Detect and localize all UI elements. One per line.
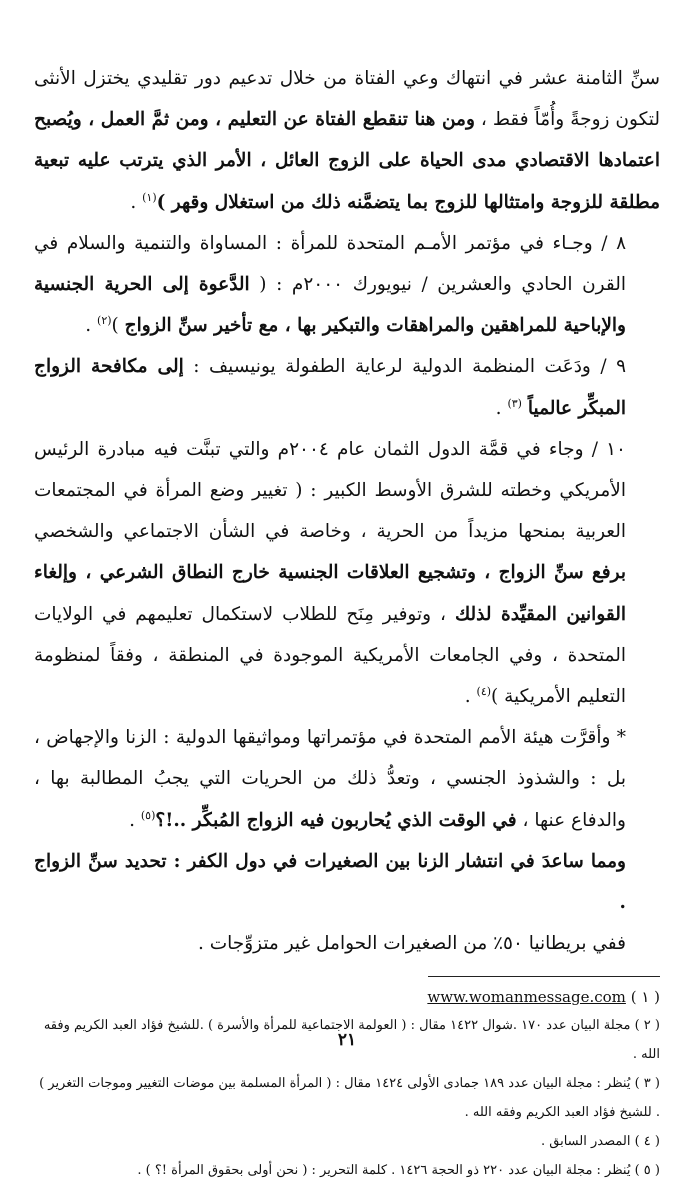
footnote-number: ( ٢ ) <box>634 1018 660 1034</box>
text-run: . <box>85 315 98 337</box>
footnote-text: يُنظر : مجلة البيان عدد ٢٢٠ ذو الحجة ١٤٢٦ . كلمة التحرير : ( نحن أولى بحقوق المرأة !؟ ) . <box>137 1163 631 1179</box>
text-run: ، وتوفير مِنَح للطلاب لاستكمال تعليمهم في الولايات المتحدة ، وفي الجامعات الأمريكية الموجودة في المنطقة ، وفقاً لمنظومة التعليم الأمريكية ) <box>34 603 626 708</box>
footnote-ref: (٤) <box>476 684 492 698</box>
paragraph <box>34 58 660 223</box>
text-run: . <box>129 809 141 831</box>
paragraph <box>34 346 660 428</box>
footnote-text: المصدر السابق . <box>540 1134 631 1150</box>
footnote <box>34 983 660 1011</box>
text-run: ٩ / ودَعَت المنظمة الدولية لرعاية الطفولة يونيسيف : <box>183 356 627 378</box>
footnote-number: ( ٤ ) <box>634 1134 660 1150</box>
paragraph <box>34 923 660 964</box>
paragraph <box>34 841 660 923</box>
text-run: ففي بريطانيا ٥٠٪ من الصغيرات الحوامل غير متزوِّجات . <box>197 933 626 955</box>
text-run: إلى مكافحة الزواج المبكِّر عالمياً <box>34 356 626 419</box>
footnote-ref: (١) <box>142 190 157 204</box>
main-text <box>34 58 660 964</box>
text-run: ومما ساعدَ في انتشار الزنا بين الصغيرات في دول الكفر : تحديد سنِّ الزواج . <box>34 850 626 914</box>
footnotes <box>34 983 660 1185</box>
text-run: . <box>130 191 143 213</box>
footnote-separator-wrap <box>34 976 660 977</box>
footnote <box>34 1127 660 1156</box>
paragraph <box>34 429 660 717</box>
text-run: . <box>464 686 477 708</box>
footnote-text: مجلة البيان عدد ١٧٠ .شوال ١٤٢٢ مقال : ( العولمة الاجتماعية للمرأة والأسرة ) .للشيخ فؤاد العبد الكريم وفقه الله . <box>43 1018 660 1063</box>
text-run: برفع سنِّ الزواج ، وتشجيع العلاقات الجنسية خارج النطاق الشرعي ، وإلغاء القوانين المقيِّدة لذلك <box>34 562 627 625</box>
footnote <box>34 1156 660 1185</box>
text-run: * وأقرَّت هيئة الأمم المتحدة في مؤتمراتها ومواثيقها الدولية : الزنا والإجهاض ، بل : والشذوذ الجنسي ، وتعدُّ ذلك من الحريات التي يجبُ المطالبة بها ، والدفاع عنها ، <box>34 727 626 831</box>
text-run: في الوقت الذي يُحاربون فيه الزواج المُبكِّر ..!؟ <box>155 809 517 831</box>
footnote-number: ( ٣ ) <box>634 1076 660 1092</box>
text-run: الدَّعوة إلى الحرية الجنسية والإباحية للمراهقين والمراهقات والتبكير بها ، مع تأخير سنِّ الزواج <box>34 274 626 337</box>
footnote <box>34 1069 660 1127</box>
paragraph <box>34 717 660 841</box>
paragraph <box>34 223 660 347</box>
footnote-ref: (٣) <box>507 396 522 410</box>
footnote-text: يُنظر : مجلة البيان عدد ١٨٩ جمادى الأولى ١٤٢٤ مقال : ( المرأة المسلمة بين موضات التغيير وموجات التغرير ) . للشيخ فؤاد العبد الكريم وفقه الله . <box>39 1076 660 1121</box>
footnote-ref: (٥) <box>140 808 156 822</box>
text-run: ومن هنا تنقطع الفتاة عن التعليم ، ومن ثمَّ العمل ، ويُصبح اعتمادها الاقتصادي مدى الحياة على الزوج العائل ، الأمر الذي يترتب عليه تبعية مطلقة للزوجة وامتثالها للزوج بما يتضمَّنه ذلك من استغلال وقهر ) <box>34 109 660 213</box>
text-run: ١٠ / وجاء في قمَّة الدول الثمان عام ٢٠٠٤م والتي تبنَّت فيه مبادرة الرئيس الأمريكي وخطته للشرق الأوسط الكبير : ( تغيير وضع المرأة في المجتمعات العربية بمنحها مزيداً من الحرية ، وخاصة في الشأن الاجتماعي والشخصي <box>34 438 626 543</box>
footnote-number: ( ٥ ) <box>634 1163 660 1179</box>
page-number: ٢١ <box>337 1030 357 1050</box>
footnote-separator <box>428 976 660 977</box>
text-run: ) <box>111 315 125 337</box>
text-run: سنِّ الثامنة عشر في انتهاك وعي الفتاة من خلال تدعيم دور تقليدي يختزل الأنثى لتكون زوجةً وأُمّاً فقط ، <box>34 68 661 131</box>
text-run: ٨ / وجـاء في مؤتمر الأمـم المتحدة للمرأة : المساواة والتنمية والسلام في القرن الحادي والعشرين / نيويورك ٢٠٠٠م : ( <box>34 232 627 296</box>
text-run: . <box>495 397 508 419</box>
footnote-ref: (٢) <box>97 314 112 328</box>
footnote-link[interactable]: www.womanmessage.com <box>427 988 626 1007</box>
footnote-number: ( ١ ) <box>630 988 660 1007</box>
